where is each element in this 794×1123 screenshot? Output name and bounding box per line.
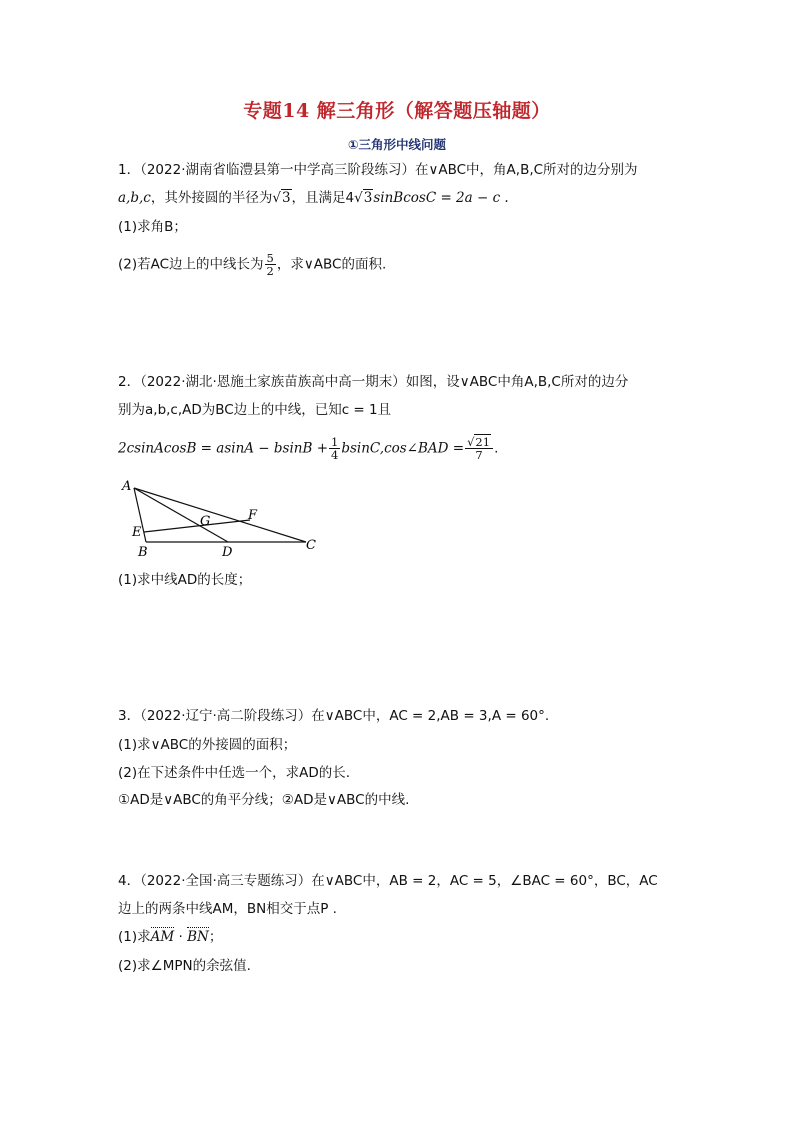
segment-ac	[134, 488, 306, 542]
q1-sqrt3: √3	[272, 190, 291, 206]
label-a: A	[122, 479, 132, 494]
q4-part1: (1)求AM · BN；	[118, 929, 223, 945]
q3-stem: 3．（2022·辽宁·高二阶段练习）在∨ABC中，AC = 2,AB = 3,A = 60°.	[118, 708, 550, 724]
q4-stem-line1: 4．（2022·全国·高三专题练习）在∨ABC中，AB = 2，AC = 5，∠BAC = 60°，BC，AC	[118, 873, 658, 889]
q3-part1: (1)求∨ABC的外接圆的面积；	[118, 737, 297, 753]
q2-fraction-sqrt21: $\frac{√21}{7}$	[465, 436, 493, 461]
vector-bn: BN	[187, 929, 209, 945]
q1-condition-text: ，且满足4	[291, 190, 355, 206]
q1-radius-text: ，其外接圆的半径为	[150, 190, 273, 206]
q2-equation-a: 2csinAcosB = asinA − bsinB +	[118, 440, 329, 457]
q1-part1: (1)求角B；	[118, 219, 187, 235]
segment-ef	[144, 520, 250, 532]
q1-sides: a,b,c	[118, 190, 151, 206]
q2-stem-line1: 2．（2022·湖北·恩施土家族苗族高中高一期末）如图，设∨ABC中角A,B,C所对的边分	[118, 374, 629, 390]
q2-stem-line2: 别为a,b,c,AD为BC边上的中线，已知c = 1且	[118, 402, 392, 418]
q1-stem-line2	[118, 188, 509, 208]
q1-part2	[118, 252, 386, 277]
q2-fraction-quarter: $\frac{1}{4}$	[331, 435, 339, 462]
q2-part1: (1)求中线AD的长度；	[118, 572, 252, 588]
q2-stem-line3: 2csinAcosB = asinA − bsinB + $\frac{1}{4}$ bsinC,cos∠BAD = $\frac{√21}{7}$ .	[118, 435, 499, 462]
q2-equation-b: bsinC,cos∠BAD =	[341, 440, 465, 457]
segment-ad	[134, 488, 228, 542]
label-c: C	[306, 538, 316, 553]
label-d: D	[222, 545, 233, 560]
q3-part2: (2)在下述条件中任选一个，求AD的长.	[118, 765, 351, 781]
label-f: F	[248, 508, 258, 523]
q2-triangle-figure	[118, 476, 328, 560]
q1-stem-line1: 1．（2022·湖南省临澧县第一中学高三阶段练习）在∨ABC中，角A,B,C所对的边分别为	[118, 162, 638, 178]
q3-options: ①AD是∨ABC的角平分线；②AD是∨ABC的中线.	[118, 792, 410, 808]
q1-fraction: $\frac{5}{2}$	[266, 251, 274, 278]
q1-equation: sinBcosC = 2a − c .	[373, 190, 509, 206]
label-b: B	[138, 545, 148, 560]
q1-part2-end: ，求∨ABC的面积.	[276, 256, 387, 273]
vector-am: AM	[150, 929, 175, 945]
label-g: G	[200, 514, 211, 529]
label-e: E	[132, 525, 142, 540]
q1-part2-text: (2)若AC边上的中线长为	[118, 256, 264, 273]
q4-stem-line2: 边上的两条中线AM，BN相交于点P .	[118, 901, 337, 917]
q1-sqrt3b: √3	[354, 190, 373, 206]
section-subtitle: ①三角形中线问题	[347, 137, 447, 152]
q4-part2: (2)求∠MPN的余弦值.	[118, 958, 251, 974]
page-title: 专题14 解三角形（解答题压轴题）	[243, 100, 551, 122]
